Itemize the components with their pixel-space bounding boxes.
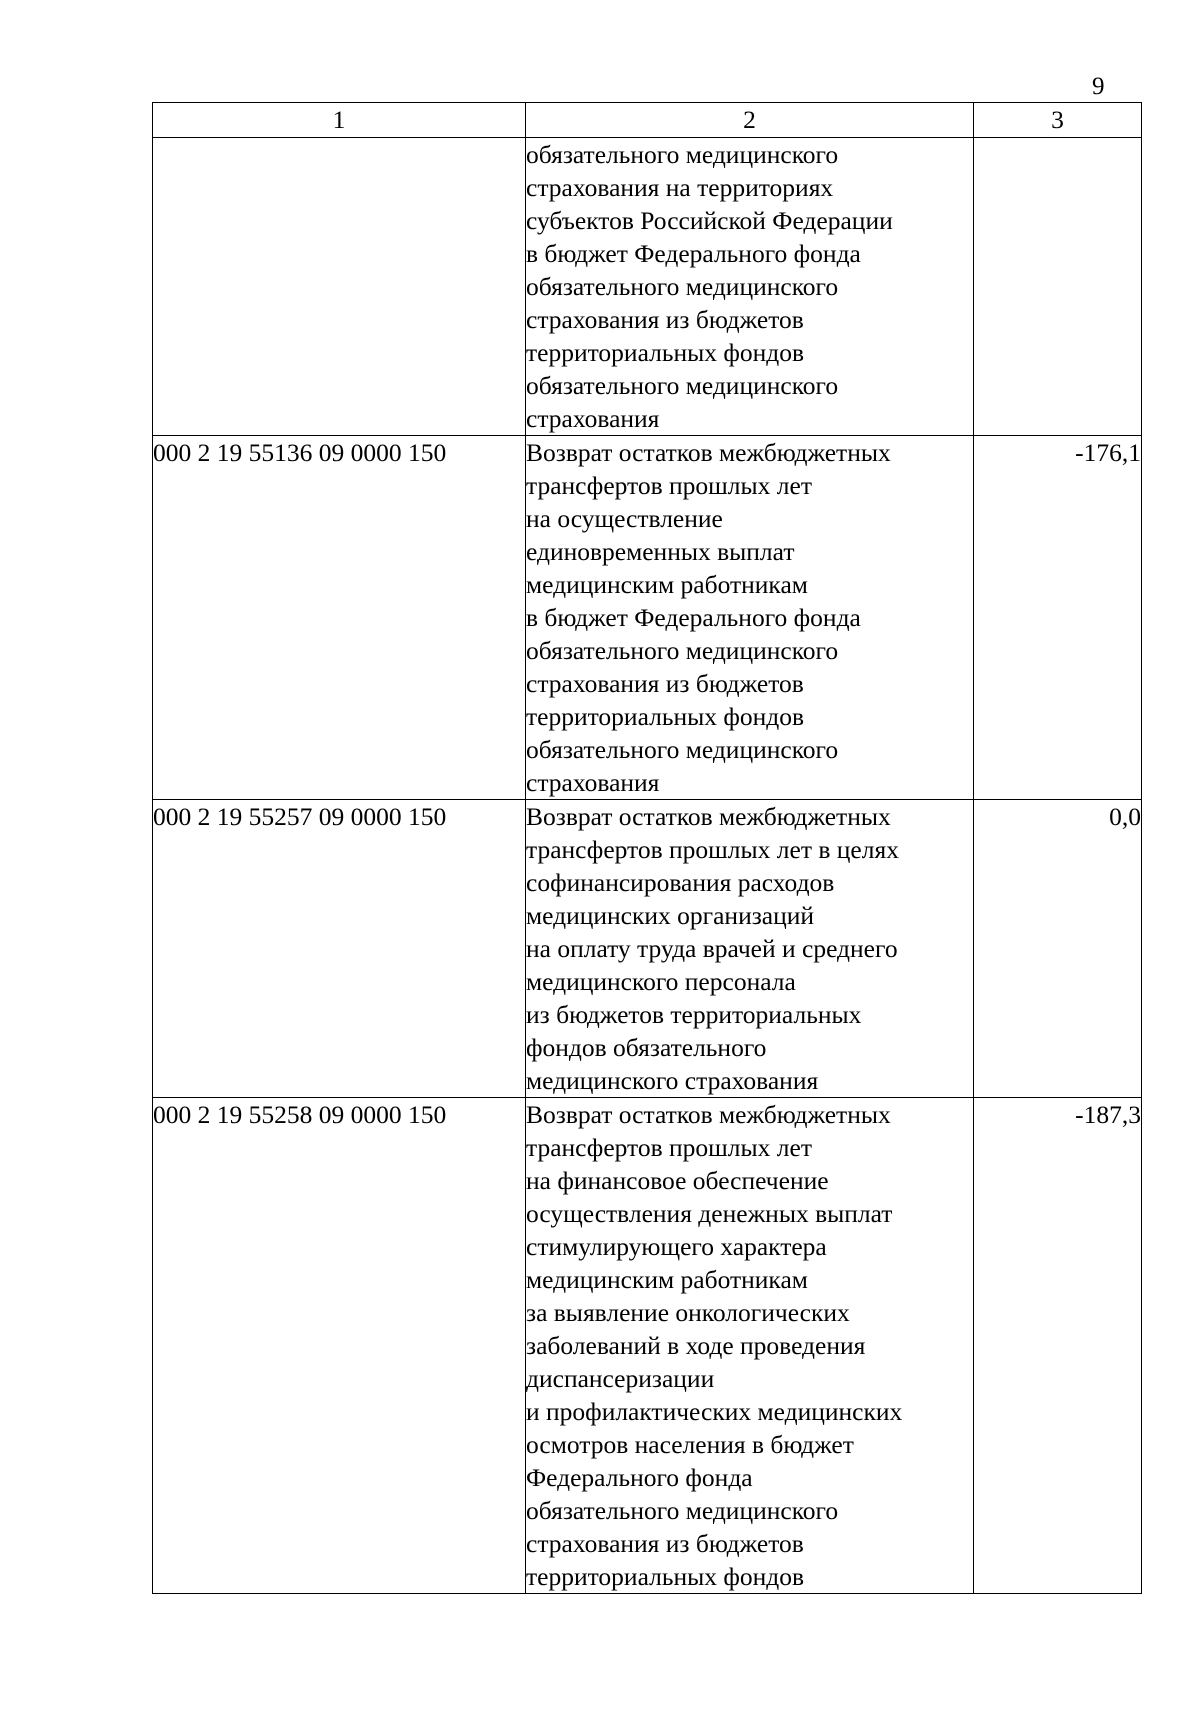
description-line: медицинских организаций bbox=[526, 901, 815, 930]
amount-cell: -176,1 bbox=[974, 436, 1142, 800]
description-cell bbox=[526, 138, 974, 436]
header-row bbox=[153, 103, 1142, 138]
description-line: единовременных выплат bbox=[526, 537, 795, 566]
description-line: фондов обязательного bbox=[526, 1033, 767, 1062]
description-line: территориальных фондов bbox=[526, 1562, 805, 1591]
table-row bbox=[153, 138, 1142, 436]
code-cell bbox=[153, 138, 526, 436]
table-row bbox=[153, 1098, 1142, 1594]
table-body bbox=[153, 138, 1142, 1594]
description-line: диспансеризации bbox=[526, 1364, 715, 1393]
description-line: субъектов Российской Федерации bbox=[526, 206, 893, 235]
budget-table bbox=[152, 102, 1142, 1594]
description-line: обязательного медицинского bbox=[526, 1496, 839, 1525]
description-line: стимулирующего характера bbox=[526, 1232, 827, 1261]
description-line: на осуществление bbox=[526, 504, 723, 533]
description-line: страхования из бюджетов bbox=[526, 669, 804, 698]
description-line: обязательного медицинского bbox=[526, 140, 839, 169]
description-line: Федерального фонда bbox=[526, 1463, 753, 1492]
description-line: территориальных фондов bbox=[526, 338, 805, 367]
description-line: заболеваний в ходе проведения bbox=[526, 1331, 866, 1360]
description-line: из бюджетов территориальных bbox=[526, 1000, 862, 1029]
description-line: трансфертов прошлых лет bbox=[526, 471, 812, 500]
description-line: трансфертов прошлых лет в целях bbox=[526, 835, 899, 864]
description-cell bbox=[526, 800, 974, 1098]
description-line: страхования из бюджетов bbox=[526, 1529, 804, 1558]
description-line: медицинского страхования bbox=[526, 1066, 819, 1095]
description-line: обязательного медицинского bbox=[526, 272, 839, 301]
description-line: софинансирования расходов bbox=[526, 868, 835, 897]
header-col-2: 2 bbox=[526, 103, 974, 138]
description-cell bbox=[526, 1098, 974, 1594]
page-number: 9 bbox=[1092, 73, 1105, 100]
table-row bbox=[153, 800, 1142, 1098]
description-line: Возврат остатков межбюджетных bbox=[526, 1100, 891, 1129]
description-line: обязательного медицинского bbox=[526, 636, 839, 665]
table-header bbox=[153, 103, 1142, 138]
table-row bbox=[153, 436, 1142, 800]
code-cell: 000 2 19 55257 09 0000 150 bbox=[153, 800, 526, 1098]
description-line: страхования bbox=[526, 768, 660, 797]
description-line: трансфертов прошлых лет bbox=[526, 1133, 812, 1162]
description-line: страхования из бюджетов bbox=[526, 305, 804, 334]
description-line: обязательного медицинского bbox=[526, 371, 839, 400]
description-line: страхования на территориях bbox=[526, 173, 834, 202]
description-line: осмотров населения в бюджет bbox=[526, 1430, 854, 1459]
code-cell: 000 2 19 55136 09 0000 150 bbox=[153, 436, 526, 800]
header-col-3: 3 bbox=[974, 103, 1142, 138]
amount-cell bbox=[974, 138, 1142, 436]
description-line: медицинским работникам bbox=[526, 570, 808, 599]
description-line: страхования bbox=[526, 404, 660, 433]
description-line: медицинским работникам bbox=[526, 1265, 808, 1294]
description-line: медицинского персонала bbox=[526, 967, 796, 996]
description-line: Возврат остатков межбюджетных bbox=[526, 802, 891, 831]
description-line: территориальных фондов bbox=[526, 702, 805, 731]
description-line: в бюджет Федерального фонда bbox=[526, 603, 861, 632]
description-line: и профилактических медицинских bbox=[526, 1397, 903, 1426]
description-line: в бюджет Федерального фонда bbox=[526, 239, 861, 268]
description-line: на оплату труда врачей и среднего bbox=[526, 934, 898, 963]
amount-cell: -187,3 bbox=[974, 1098, 1142, 1594]
description-cell bbox=[526, 436, 974, 800]
description-line: обязательного медицинского bbox=[526, 735, 839, 764]
description-line: осуществления денежных выплат bbox=[526, 1199, 893, 1228]
amount-cell: 0,0 bbox=[974, 800, 1142, 1098]
description-line: Возврат остатков межбюджетных bbox=[526, 438, 891, 467]
description-line: на финансовое обеспечение bbox=[526, 1166, 829, 1195]
description-line: за выявление онкологических bbox=[526, 1298, 850, 1327]
code-cell: 000 2 19 55258 09 0000 150 bbox=[153, 1098, 526, 1594]
header-col-1: 1 bbox=[153, 103, 526, 138]
